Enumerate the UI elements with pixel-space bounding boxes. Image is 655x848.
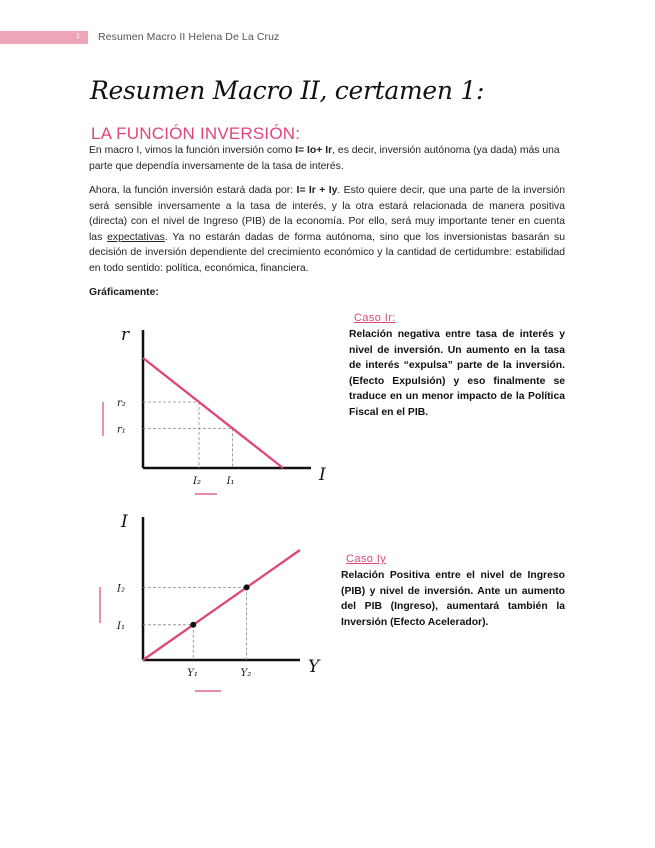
header-accent-bar xyxy=(0,31,88,44)
series-line-iy xyxy=(143,550,300,660)
section-title: LA FUNCIÓN INVERSIÓN: xyxy=(91,124,301,143)
formula-current: I= Ir + Iy xyxy=(296,185,338,196)
formula-macro1: I= Io+ Ir xyxy=(295,145,333,156)
y-tick-label: I₂ xyxy=(117,583,125,595)
paragraph-current: Ahora, la función inversión estará dada por: I= Ir + Iy. Esto quiere decir, que una parte de la inversión será sensible inversamente a la tasa de interés, y la otra estará relacionada de manera positiva (directa) con el nivel de Ingreso (PIB) de la economía. Por ello, será muy importante tener en cuenta las expectativas. Ya no estarán dadas de forma autónoma, sino que los inversionistas basarán su decisión de inversión dependiente del crecimiento económico y la cantidad de certidumbre: estabilidad en todo sentido: política, económica, financiera. xyxy=(89,185,566,274)
page-title: Resumen Macro II, certamen 1: xyxy=(90,76,485,105)
case-iy-title: Caso Iy xyxy=(346,553,387,565)
x-tick-label: Y₂ xyxy=(240,668,252,679)
case-ir-text: Relación negativa entre tasa de interés y nivel de inversión. Un aumento en la tasa de interés “expulsa” parte de la inversión. (Efecto Expulsión) y eso finalmente se traduce en un menor impacto de la Política Fiscal en el PIB. xyxy=(349,329,565,418)
chart-iy xyxy=(95,505,335,720)
x-tick-label: Y₁ xyxy=(187,668,198,679)
series-line-ir xyxy=(143,358,283,468)
x-tick-label: I₂ xyxy=(193,476,201,487)
running-header: Resumen Macro II Helena De La Cruz xyxy=(98,31,280,43)
y-tick-label: r₁ xyxy=(117,424,126,436)
case-iy-text: Relación Positiva entre el nivel de Ingreso (PIB) y nivel de inversión. Ante un aumento del PIB (Ingreso), aumentará también la Inversión (Efecto Acelerador). xyxy=(341,570,565,628)
paragraph-intro: En macro I, vimos la función inversión como I= Io+ Ir, es decir, inversión autónoma (ya dada) más una parte que dependía inversamente de la tasa de interés. xyxy=(89,145,560,172)
case-ir-title: Caso Ir: xyxy=(354,312,396,324)
page-number: 1 xyxy=(76,33,80,40)
y-axis-label: r xyxy=(121,325,130,345)
y-tick-label: r₂ xyxy=(117,398,126,409)
expectativas-underlined: expectativas xyxy=(107,231,165,243)
graph-label: Gráficamente: xyxy=(89,287,159,298)
y-axis-label: I xyxy=(121,512,128,532)
chart-ir xyxy=(95,318,335,503)
x-axis-label: I xyxy=(319,465,326,485)
data-point xyxy=(190,622,196,628)
y-tick-label: I₁ xyxy=(117,620,125,632)
x-axis-label: Y xyxy=(308,657,320,677)
x-tick-label: I₁ xyxy=(226,476,235,487)
data-point xyxy=(244,584,250,590)
